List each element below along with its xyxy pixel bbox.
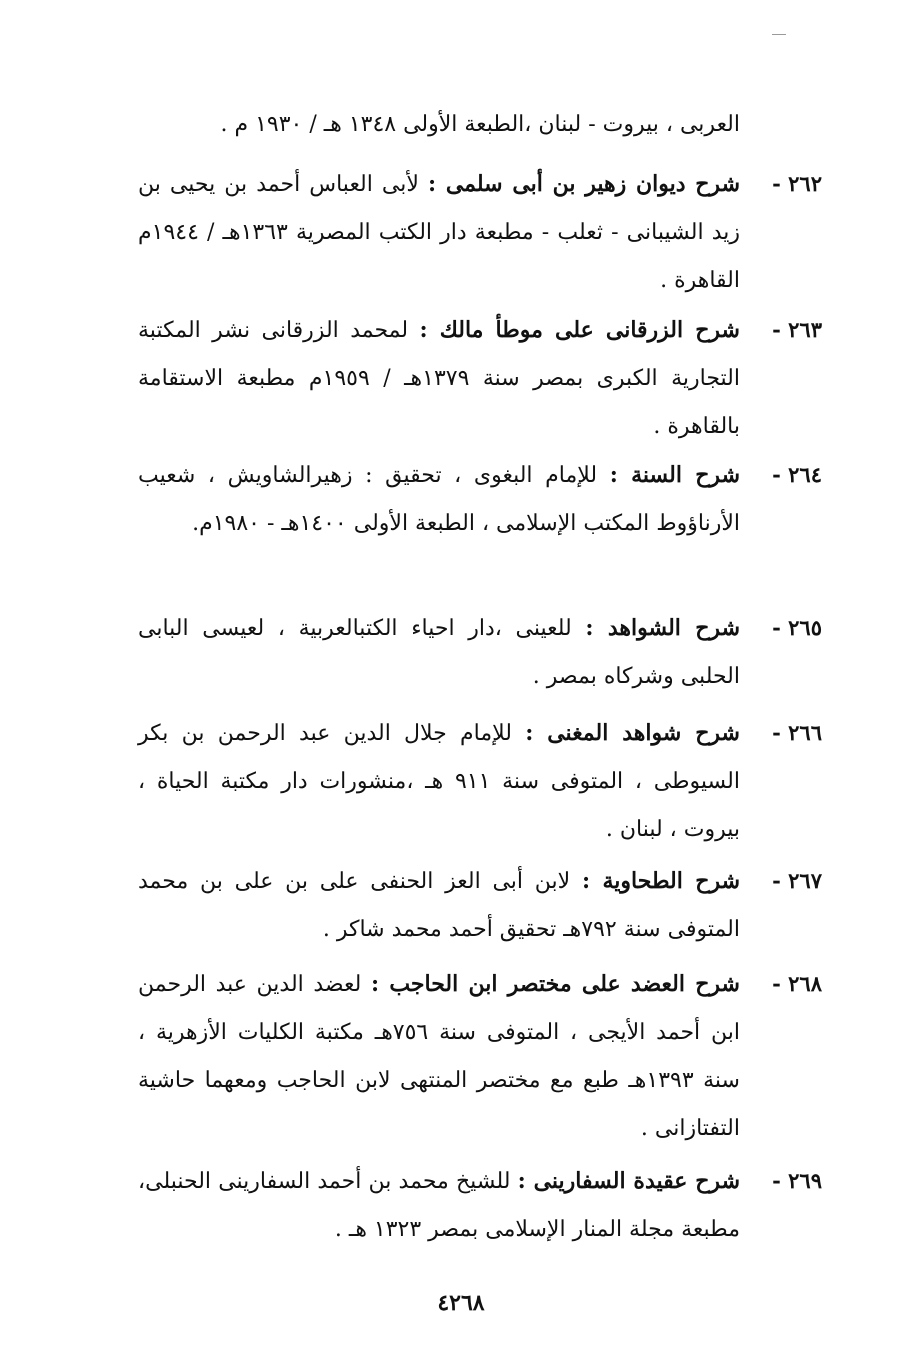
bibliography-entry-268 [138,960,820,1153]
entry-body [138,857,740,954]
bibliography-entry-266 [138,709,820,854]
bibliography-entry-263 [138,306,820,451]
entry-number: ٢٦٨ - [772,971,822,996]
entry-text: لعضد الدين عبد الرحمن ابن أحمد الأيجى ، المتوفى سنة ٧٥٦هـ مكتبة الكليات الأزهرية ، سنة ١٣٩٣هـ طبع مع مختصر المنتهى لابن الحاجب ومعهما حاشية التفتازانى . [138,972,740,1141]
entry-text: للعينى ،دار احياء الكتبالعربية ، لعيسى البابى الحلبى وشركاه بمصر . [138,616,740,689]
entry-text: لأبى العباس أحمد بن يحيى بن زيد الشيبانى - ثعلب - مطبعة دار الكتب المصرية ١٣٦٣هـ / ١٩٤٤م القاهرة . [138,172,740,293]
entry-number: ٢٦٩ - [772,1168,822,1193]
entry-title: شرح عقيدة السفارينى : [517,1168,741,1194]
continued-entry-line: العربى ، بيروت - لبنان ،الطبعة الأولى ١٣٤٨ هـ / ١٩٣٠ م . [220,112,740,137]
entry-number: ٢٦٥ - [772,615,822,640]
bibliography-entry-262 [138,160,820,305]
entry-body [138,709,740,854]
entry-title: شرح العضد على مختصر ابن الحاجب : [370,971,740,997]
entry-body [138,1157,740,1254]
entry-body [138,306,740,451]
entry-title: شرح الشواهد : [585,615,740,641]
entry-number: ٢٦٢ - [772,171,822,196]
entry-title: شرح السنة : [609,462,741,488]
entry-title: شرح الطحاوية : [581,868,741,894]
entry-number: ٢٦٣ - [772,317,822,342]
bibliography-entry-265 [138,604,820,701]
entry-number: ٢٦٤ - [772,462,822,487]
entry-text: للإمام البغوى ، تحقيق : زهيرالشاويش ، شعيب الأرناؤوط المكتب الإسلامى ، الطبعة الأولى ١٤٠٠هـ - ١٩٨٠م. [138,463,740,536]
entry-text: لابن أبى العز الحنفى على بن على بن محمد المتوفى سنة ٧٩٢هـ تحقيق أحمد محمد شاكر . [138,869,740,942]
entry-body [138,160,740,305]
entry-title: شرح شواهد المغنى : [525,720,740,746]
entry-text: لمحمد الزرقانى نشر المكتبة التجارية الكبرى بمصر سنة ١٣٧٩هـ / ١٩٥٩م مطبعة الاستقامة بالقاهرة . [138,318,740,439]
entry-body [138,451,740,548]
entry-text: للشيخ محمد بن أحمد السفارينى الحنبلى، مطبعة مجلة المنار الإسلامى بمصر ١٣٢٣ هـ . [138,1169,740,1242]
page-number: ٤٢٦٨ [437,1290,485,1316]
bibliography-entry-269 [138,1157,820,1254]
entry-title: شرح ديوان زهير بن أبى سلمى : [428,171,740,197]
entry-number: ٢٦٧ - [772,868,822,893]
bibliography-entry-264 [138,451,820,548]
entry-body [138,604,740,701]
bibliography-entry-267 [138,857,820,954]
entry-title: شرح الزرقانى على موطأ مالك : [419,317,740,343]
entry-number: ٢٦٦ - [772,720,822,745]
scan-mark [772,34,786,35]
entry-body [138,960,740,1153]
entry-text: للإمام جلال الدين عبد الرحمن بن بكر السيوطى ، المتوفى سنة ٩١١ هـ ،منشورات دار مكتبة الحياة ، بيروت ، لبنان . [138,721,740,842]
